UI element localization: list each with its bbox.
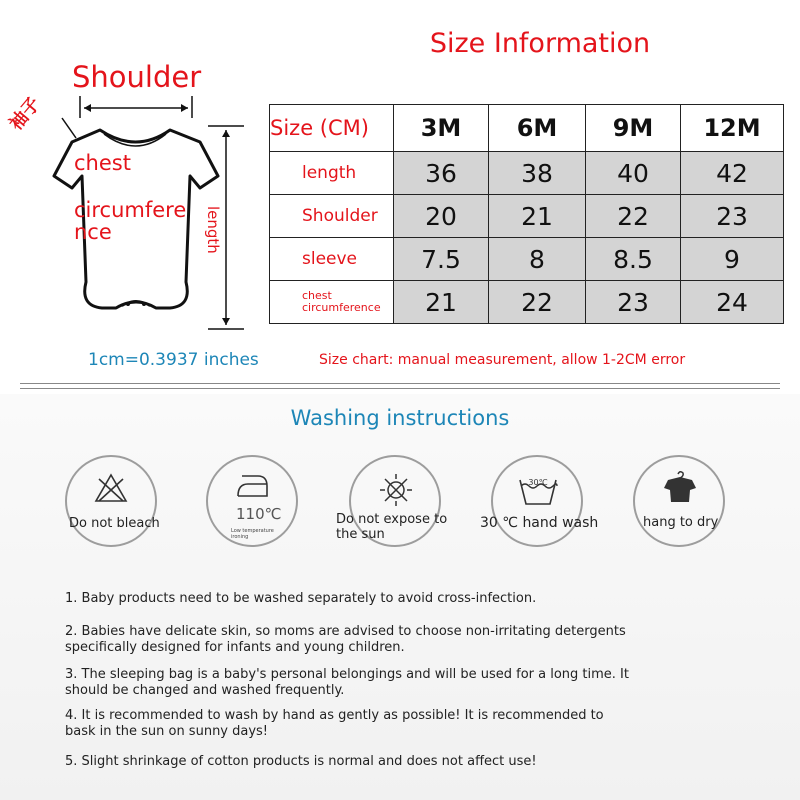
table-cell: 22 xyxy=(586,195,681,238)
table-cell: 23 xyxy=(681,195,784,238)
no-sun-label: Do not expose to the sun xyxy=(336,512,448,542)
size-table xyxy=(269,104,784,324)
size-chart-note: Size chart: manual measurement, allow 1-2CM error xyxy=(319,352,686,368)
length-label: length xyxy=(204,206,222,254)
no-bleach-label: Do not bleach xyxy=(69,516,160,531)
table-cell: 23 xyxy=(586,281,681,324)
row-label: sleeve xyxy=(270,238,394,281)
table-row xyxy=(270,281,784,324)
table-row xyxy=(270,238,784,281)
sleeve-label: 袖子 xyxy=(5,93,45,135)
note-5: 5. Slight shrinkage of cotton products is normal and does not affect use! xyxy=(65,754,537,769)
note-1: 1. Baby products need to be washed separately to avoid cross-infection. xyxy=(65,591,537,606)
note-4: 4. It is recommended to wash by hand as gently as possible! It is recommended to bask in the sun on sunny days! xyxy=(65,708,604,739)
table-corner: Size (CM) xyxy=(270,105,394,152)
washing-instructions-title: Washing instructions xyxy=(290,406,510,430)
table-cell: 21 xyxy=(394,281,489,324)
no-sun-icon xyxy=(379,473,413,507)
table-cell: 8 xyxy=(489,238,586,281)
note-2: 2. Babies have delicate skin, so moms are advised to choose non-irritating detergents specifically designed for infants and young children. xyxy=(65,624,626,655)
table-cell: 21 xyxy=(489,195,586,238)
table-cell: 22 xyxy=(489,281,586,324)
shoulder-label: Shoulder xyxy=(72,60,202,94)
chest-label: chest xyxy=(74,151,131,175)
divider xyxy=(20,383,780,384)
size-header: 6M xyxy=(489,105,586,152)
hand-wash-badge-text: 30℃ xyxy=(528,478,548,487)
table-row xyxy=(270,152,784,195)
row-label: Shoulder xyxy=(270,195,394,238)
table-cell: 38 xyxy=(489,152,586,195)
table-cell: 42 xyxy=(681,152,784,195)
table-cell: 40 xyxy=(586,152,681,195)
table-cell: 24 xyxy=(681,281,784,324)
no-bleach-icon xyxy=(94,473,128,503)
size-header: 9M xyxy=(586,105,681,152)
hand-wash-icon xyxy=(518,476,558,508)
table-header-row xyxy=(270,105,784,152)
size-information-title: Size Information xyxy=(429,28,651,59)
size-header: 12M xyxy=(681,105,784,152)
table-cell: 9 xyxy=(681,238,784,281)
row-label: chest circumference xyxy=(270,281,394,324)
hang-dry-icon xyxy=(664,468,696,504)
conversion-note: 1cm=0.3937 inches xyxy=(88,350,259,370)
iron-temperature: 110℃ xyxy=(236,505,282,523)
table-cell: 8.5 xyxy=(586,238,681,281)
table-cell: 20 xyxy=(394,195,489,238)
row-label: length xyxy=(270,152,394,195)
circumference-label: circumference xyxy=(74,198,187,244)
note-3: 3. The sleeping bag is a baby's personal belongings and will be used for a long time. It should be changed and washed frequently. xyxy=(65,667,629,698)
iron-icon xyxy=(234,472,270,500)
hand-wash-label: 30 ℃ hand wash xyxy=(480,515,599,531)
table-row xyxy=(270,195,784,238)
size-header: 3M xyxy=(394,105,489,152)
table-cell: 36 xyxy=(394,152,489,195)
divider xyxy=(20,388,780,389)
hang-dry-label: hang to dry xyxy=(643,515,719,530)
table-cell: 7.5 xyxy=(394,238,489,281)
iron-sublabel: Low temperature ironing xyxy=(231,528,274,540)
